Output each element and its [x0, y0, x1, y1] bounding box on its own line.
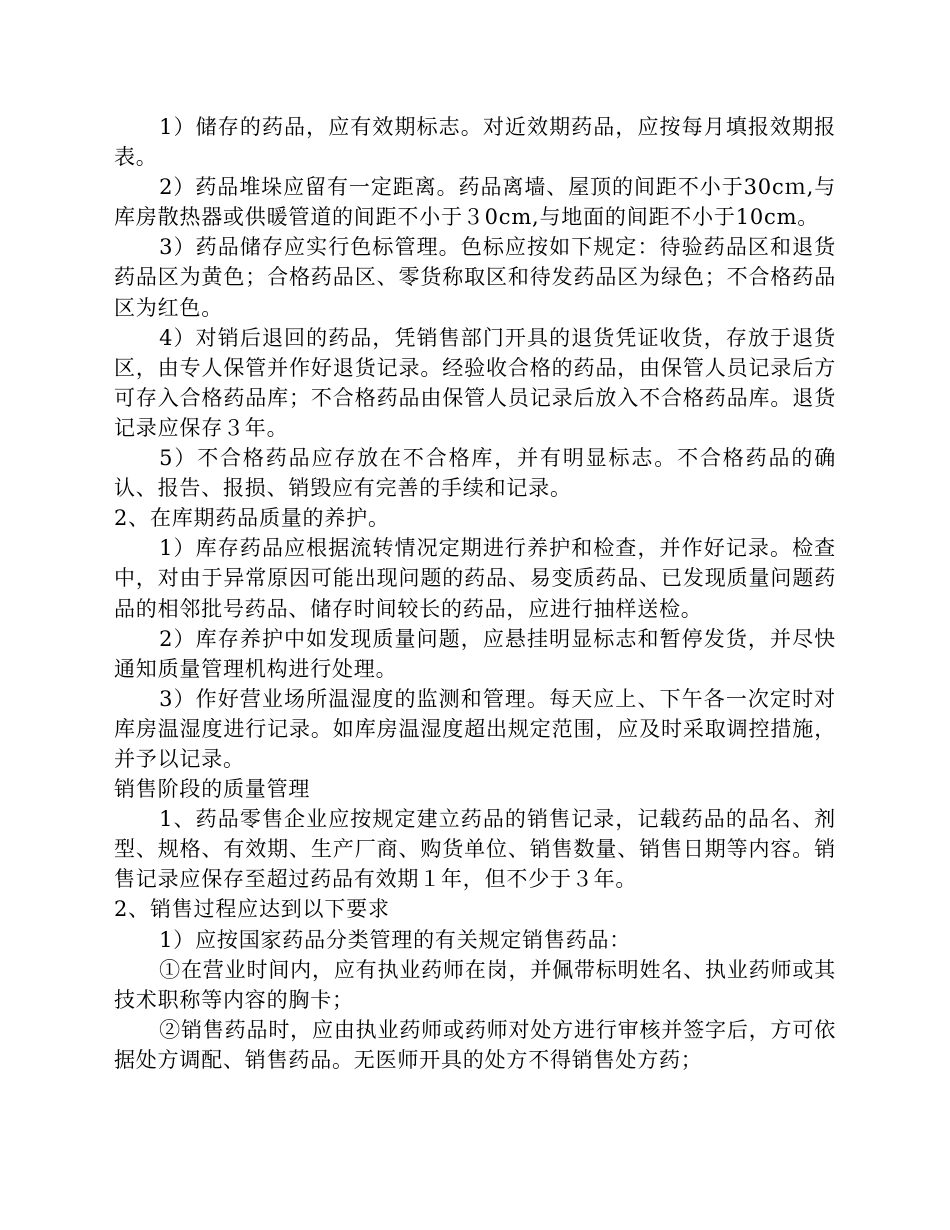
paragraph-quality-issue: 2）库存养护中如发现质量问题，应悬挂明显标志和暂停发货，并尽快通知质量管理机构进行处理。 [114, 626, 836, 681]
paragraph-nonconforming: 5）不合格药品应存放在不合格库，并有明显标志。不合格药品的确认、报告、报损、销毁应有完善的手续和记录。 [114, 446, 836, 501]
section-heading-maintenance: 2、在库期药品质量的养护。 [114, 506, 390, 531]
document-page [114, 112, 836, 1075]
paragraph-sales-records: 1、药品零售企业应按规定建立药品的销售记录，记载药品的品名、剂型、规格、有效期、生产厂商、购货单位、销售数量、销售日期等内容。销售记录应保存至超过药品有效期１年，但不少于３年。 [114, 807, 836, 892]
paragraph-storage-expiry: 1）储存的药品，应有效期标志。对近效期药品，应按每月填报效期报表。 [114, 115, 836, 170]
paragraph-temperature-humidity: 3）作好营业场所温湿度的监测和管理。每天应上、下午各一次定时对库房温湿度进行记录。如库房温湿度超出规定范围，应及时采取调控措施，并予以记录。 [114, 686, 836, 771]
paragraph-returns: 4）对销后退回的药品，凭销售部门开具的退货凭证收货，存放于退货区，由专人保管并作好退货记录。经验收合格的药品，由保管人员记录后方可存入合格药品库；不合格药品由保管人员记录后放入不合格药品库。退货记录应保存３年。 [114, 325, 836, 440]
section-heading-sales-quality: 销售阶段的质量管理 [114, 777, 311, 802]
paragraph-classification-rules: 1）应按国家药品分类管理的有关规定销售药品： [159, 927, 632, 952]
section-heading-sales-requirements: 2、销售过程应达到以下要求 [114, 897, 390, 922]
paragraph-prescription-review: ②销售药品时，应由执业药师或药师对处方进行审核并签字后，方可依据处方调配、销售药品。无医师开具的处方不得销售处方药； [114, 1017, 836, 1072]
paragraph-pharmacist-on-duty: ①在营业时间内，应有执业药师在岗，并佩带标明姓名、执业药师或其技术职称等内容的胸卡； [114, 957, 836, 1012]
paragraph-stacking-distance: 2）药品堆垛应留有一定距离。药品离墙、屋顶的间距不小于30cｍ,与库房散热器或供暖管道的间距不小于３0cm,与地面的间距不小于10cm。 [114, 175, 836, 230]
paragraph-inventory-inspection: 1）库存药品应根据流转情况定期进行养护和检查，并作好记录。检查中，对由于异常原因可能出现问题的药品、易变质药品、已发现质量问题药品的相邻批号药品、储存时间较长的药品，应进行抽样送检。 [114, 536, 836, 621]
paragraph-color-coding: 3）药品储存应实行色标管理。色标应按如下规定：待验药品区和退货药品区为黄色；合格药品区、零货称取区和待发药品区为绿色；不合格药品区为红色。 [114, 235, 836, 320]
